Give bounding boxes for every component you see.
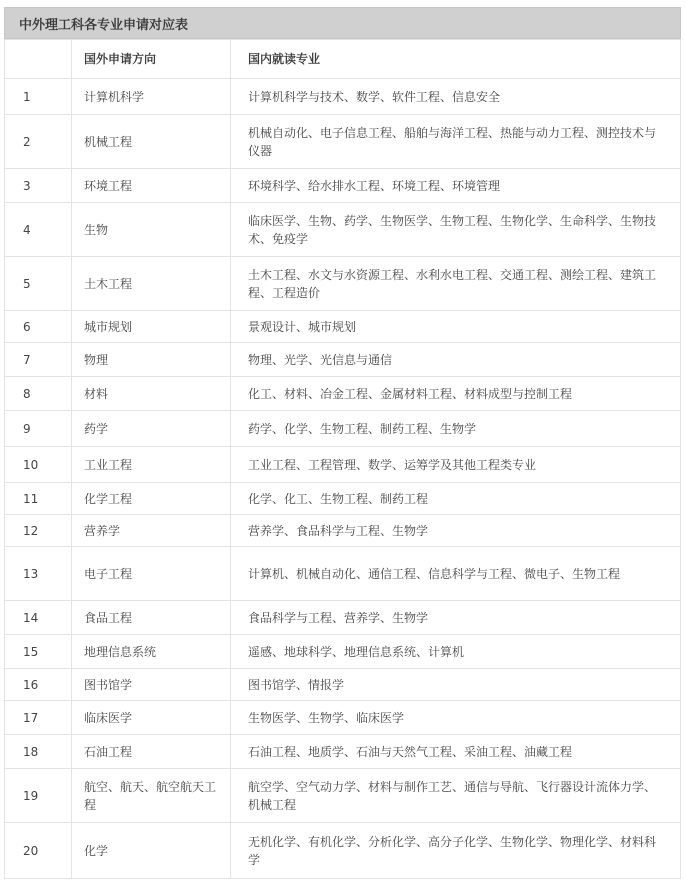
domestic-major-cell: 临床医学、生物、药学、生物医学、生物工程、生物化学、生命科学、生物技术、免疫学 [231, 203, 681, 257]
abroad-major-cell: 航空、航天、航空航天工程 [72, 769, 231, 823]
abroad-major-cell: 物理 [72, 343, 231, 377]
row-index-cell: 19 [5, 769, 72, 823]
table-row [5, 735, 681, 769]
domestic-major-cell: 药学、化学、生物工程、制药工程、生物学 [231, 411, 681, 447]
abroad-major-cell: 材料 [72, 377, 231, 411]
table-row [5, 203, 681, 257]
domestic-major-cell: 景观设计、城市规划 [231, 311, 681, 343]
domestic-major-cell: 生物医学、生物学、临床医学 [231, 701, 681, 735]
table-row [5, 823, 681, 879]
abroad-major-cell: 营养学 [72, 515, 231, 547]
table-row [5, 311, 681, 343]
abroad-major-cell: 化学工程 [72, 483, 231, 515]
abroad-major-cell: 临床医学 [72, 701, 231, 735]
header-cell-abroad: 国外申请方向 [72, 40, 231, 79]
abroad-major-cell: 药学 [72, 411, 231, 447]
row-index-cell: 20 [5, 823, 72, 879]
domestic-major-cell: 营养学、食品科学与工程、生物学 [231, 515, 681, 547]
row-index-cell: 1 [5, 79, 72, 115]
header-cell-index [5, 40, 72, 79]
row-index-cell: 3 [5, 169, 72, 203]
domestic-major-cell: 无机化学、有机化学、分析化学、高分子化学、生物化学、物理化学、材料科学 [231, 823, 681, 879]
domestic-major-cell: 图书馆学、情报学 [231, 669, 681, 701]
row-index-cell: 16 [5, 669, 72, 701]
abroad-major-cell: 城市规划 [72, 311, 231, 343]
table-row [5, 257, 681, 311]
row-index-cell: 13 [5, 547, 72, 601]
domestic-major-cell: 化学、化工、生物工程、制药工程 [231, 483, 681, 515]
domestic-major-cell: 物理、光学、光信息与通信 [231, 343, 681, 377]
domestic-major-cell: 土木工程、水文与水资源工程、水利水电工程、交通工程、测绘工程、建筑工程、工程造价 [231, 257, 681, 311]
domestic-major-cell: 航空学、空气动力学、材料与制作工艺、通信与导航、飞行器设计流体力学、机械工程 [231, 769, 681, 823]
row-index-cell: 14 [5, 601, 72, 635]
abroad-major-cell: 化学 [72, 823, 231, 879]
domestic-major-cell: 工业工程、工程管理、数学、运筹学及其他工程类专业 [231, 447, 681, 483]
row-index-cell: 17 [5, 701, 72, 735]
table-row [5, 343, 681, 377]
table-container [4, 7, 681, 879]
row-index-cell: 10 [5, 447, 72, 483]
abroad-major-cell: 工业工程 [72, 447, 231, 483]
table-row [5, 669, 681, 701]
row-index-cell: 12 [5, 515, 72, 547]
abroad-major-cell: 石油工程 [72, 735, 231, 769]
row-index-cell: 4 [5, 203, 72, 257]
table-row [5, 79, 681, 115]
row-index-cell: 9 [5, 411, 72, 447]
table-row [5, 601, 681, 635]
row-index-cell: 7 [5, 343, 72, 377]
table-row [5, 169, 681, 203]
table-row [5, 701, 681, 735]
domestic-major-cell: 机械自动化、电子信息工程、船舶与海洋工程、热能与动力工程、测控技术与仪器 [231, 115, 681, 169]
table-row [5, 547, 681, 601]
domestic-major-cell: 计算机科学与技术、数学、软件工程、信息安全 [231, 79, 681, 115]
abroad-major-cell: 电子工程 [72, 547, 231, 601]
domestic-major-cell: 石油工程、地质学、石油与天然气工程、采油工程、油藏工程 [231, 735, 681, 769]
table-row [5, 115, 681, 169]
table-row [5, 447, 681, 483]
domestic-major-cell: 计算机、机械自动化、通信工程、信息科学与工程、微电子、生物工程 [231, 547, 681, 601]
abroad-major-cell: 环境工程 [72, 169, 231, 203]
table-row [5, 483, 681, 515]
abroad-major-cell: 机械工程 [72, 115, 231, 169]
row-index-cell: 11 [5, 483, 72, 515]
domestic-major-cell: 化工、材料、冶金工程、金属材料工程、材料成型与控制工程 [231, 377, 681, 411]
table-row [5, 769, 681, 823]
row-index-cell: 8 [5, 377, 72, 411]
major-mapping-table [4, 39, 681, 879]
table-title: 中外理工科各专业申请对应表 [4, 7, 681, 39]
row-index-cell: 6 [5, 311, 72, 343]
row-index-cell: 15 [5, 635, 72, 669]
table-row [5, 635, 681, 669]
header-row [5, 40, 681, 79]
domestic-major-cell: 遥感、地球科学、地理信息系统、计算机 [231, 635, 681, 669]
domestic-major-cell: 环境科学、给水排水工程、环境工程、环境管理 [231, 169, 681, 203]
abroad-major-cell: 地理信息系统 [72, 635, 231, 669]
header-cell-domestic: 国内就读专业 [231, 40, 681, 79]
table-row [5, 515, 681, 547]
abroad-major-cell: 生物 [72, 203, 231, 257]
table-row [5, 377, 681, 411]
abroad-major-cell: 计算机科学 [72, 79, 231, 115]
abroad-major-cell: 图书馆学 [72, 669, 231, 701]
row-index-cell: 2 [5, 115, 72, 169]
domestic-major-cell: 食品科学与工程、营养学、生物学 [231, 601, 681, 635]
row-index-cell: 18 [5, 735, 72, 769]
abroad-major-cell: 土木工程 [72, 257, 231, 311]
abroad-major-cell: 食品工程 [72, 601, 231, 635]
row-index-cell: 5 [5, 257, 72, 311]
table-row [5, 411, 681, 447]
